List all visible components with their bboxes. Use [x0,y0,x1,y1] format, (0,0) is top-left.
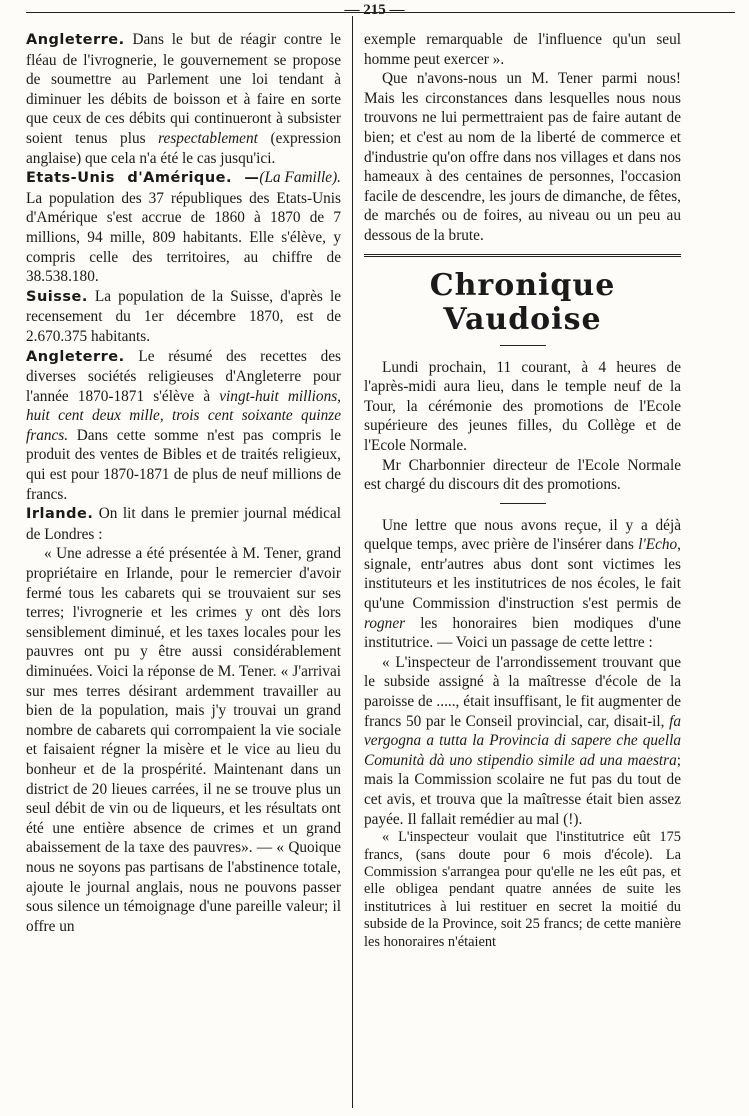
news-item-etats-unis: Etats-Unis d'Amérique. — La population des 37 républiques des Etats-Unis d'Amérique s'est accrue de 1860 à 1870 de 7 millions, 94 mille, 809 habitants. Elle s'élève, y compris celle des territoires, au chiffre de 38.538.180. [26,170,341,286]
tener-paragraph: Que n'avons-nous un M. Tener parmi nous! Mais les circonstances dans lesquelles nous nous trouvons ne lui permettraient pas de faire autant de bien; et c'est au nom de la liberté de commerce et d'industrie qu'on offre dans nos villages et dans nos hameaux à des centaines de personnes, l'occasion facile de descendre, les jours de dimanche, de fêtes, de marchés ou de foires, au niveau ou un peu au dessous de la brute. [364,70,681,244]
section-rule [364,254,681,257]
news-item-suisse: Suisse. La population de la Suisse, d'après le recensement du 1er décembre 1870, est de 2.670.375 habitants. [26,287,341,345]
lundi-paragraph: Lundi prochain, 11 courant, à 4 heures de l'après-midi aura lieu, dans le temple neuf de la Tour, la cérémonie des promotions de l'Ecole supérieure des jeunes filles, du Collège et de l'Ecole Normale. [364,358,681,454]
inspecteur-paragraph-1: « L'inspecteur de l'arrondissement trouvant que le subside assigné à la maîtresse d'école de la paroisse de ....., était insuffisant, le fit augmenter de francs 50 par le Conseil provincial, car, disait-il, fa vergogna a tutta la Provincia di sapere che quella Comunità dà uno stipendio simile ad una maestra; mais la Commission scolaire ne fut pas du tout de cet avis, et trouva que la maîtresse était bien assez payée. Il fallait remédier au mal (!). [364,653,681,828]
separator-rule [500,503,546,504]
title-rule [500,345,546,346]
item-heading: Etats-Unis d'Amérique. — [26,170,260,187]
lettre-paragraph: Une lettre que nous avons reçue, il y a déjà quelque temps, avec prière de l'insérer dans l'Echo, signale, entr'autres abus dont sont victimes les instituteurs et les institutrices de nos écoles, le fait qu'une Commission d'instruction s'est permis de rogner les honoraires bien modiques d'une institutrice. — Voici un passage de cette lettre : [364,516,681,652]
column-divider [352,16,353,1108]
charbonnier-paragraph: Mr Charbonnier directeur de l'Ecole Normale est chargé du discours dit des promotions. [364,456,681,494]
inspecteur-paragraph-2: « L'inspecteur voulait que l'institutrice eût 175 francs, (sans doute pour 6 mois d'école). La Commission s'arrangea pour qu'elle ne les eût pas, et elle obligea pendant quatre années de suite les institutrices à lui restituer en secret la moitié du subside de la Province, soit 25 francs; de cette manière les honoraires n'étaient [364,829,681,950]
continuation-text: exemple remarquable de l'influence qu'un seul homme peut exercer ». [364,31,681,68]
right-column [364,30,681,951]
left-column [26,30,341,936]
section-title: Chronique Vaudoise [429,267,616,337]
news-item-irlande: Irlande. On lit dans le premier journal médical de Londres : [26,505,341,543]
item-heading: Angleterre. [26,348,125,365]
header-rule [26,12,735,13]
source-citation: (La Famille). [259,169,341,187]
irlande-quote: « Une adresse a été présentée à M. Tener, grand propriétaire en Irlande, pour le remercier d'avoir fermé tous les cabarets qui se trouvaient sur ses terres; l'ivrognerie et les crimes y ont dès lors sensiblement diminué, et les taxes locales pour les pauvres ont pu y être aussi considérablement diminuées. Voici la réponse de M. Tener. « J'arrivai sur mes terres désirant ardemment travailler au bien de la population, mais j'y trouvai un grand nombre de cabarets qui corrompaient la vie sociale et faisaient régner la misère et le vice au lieu du bonheur et de la prospérité. Maintenant dans un district de 20 lieues carrées, il ne se trouve plus un seul débit de vin ou de liqueurs, et les résultats ont été une entière absence de crimes et un grand abaissement de la taxe des pauvres». — « Quoique nous ne soyons pas partisans de l'abstinence totale, ajoute le journal anglais, nous ne pouvons passer sous silence un témoignage d'une pareille valeur; il offre un [26,545,341,935]
news-item-angleterre-ivrognerie: Angleterre. Dans le but de réagir contre le fléau de l'ivrognerie, le gouvernement se propose de soumettre au Parlement une loi tendant à diminuer les débits de boisson et à faire en sorte que ceux de ces débits qui continueront à subsister soient tenus plus respectablement (expression anglaise) que cela n'a été le cas jusqu'ici. (La Famille). [26,31,341,187]
item-heading: Angleterre. [26,32,125,48]
item-heading: Irlande. [26,506,94,523]
news-item-angleterre-recettes: Angleterre. Le résumé des recettes des diverses sociétés religieuses d'Angleterre pour l'année 1870-1871 s'élève à vingt-huit millions, huit cent deux mille, trois cent soixante quinze francs. Dans cette somme n'est pas compris le produit des ventes de Bibles et de traités religieux, qui est pour 1870-1871 de plus de neuf millions de francs. [26,347,341,503]
page-number: — 215 — [344,2,405,18]
item-heading: Suisse. [26,288,88,305]
